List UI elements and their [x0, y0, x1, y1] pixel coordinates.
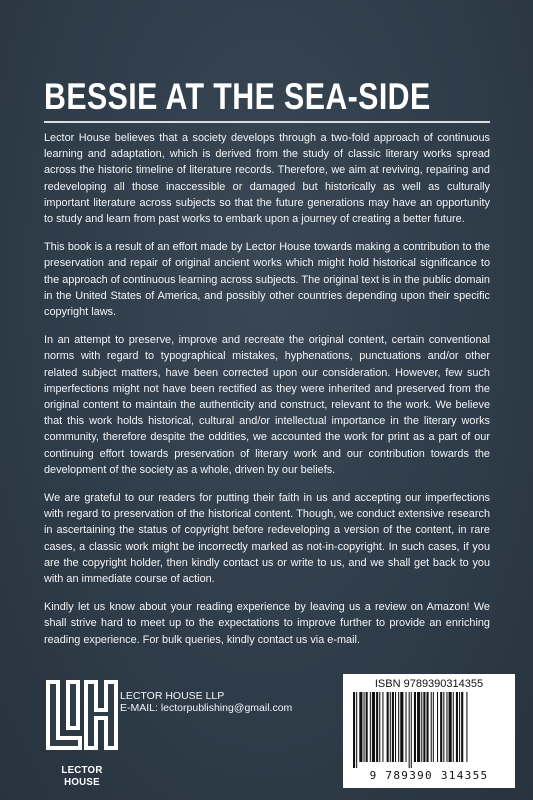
publisher-name: LECTOR HOUSE LLP: [120, 690, 225, 702]
barcode-bar: [366, 692, 368, 762]
barcode-bar: [411, 692, 412, 768]
blurb-paragraph: In an attempt to preserve, improve and recreate the original content, certain conventional norms with regard to typographical mistakes, hyphenations, punctuations and/or other related subject matters, have been corrected upon our consideration. However, few such imperfections might not have been rectified as they were inherited and preserved from the original content to maintain the authenticity and construct, relevant to the work. We believe that this work holds historical, cultural and/or intellectual importance in the literary works community, therefore despite the oddities, we accounted the work for print as a part of our continuing effort towards preservation of literary work and our contribution towards the development of the society as a whole, driven by our beliefs.: [44, 334, 490, 476]
barcode-bar: [443, 692, 444, 762]
barcode-bar: [446, 692, 447, 762]
barcode-bar: [421, 692, 422, 762]
publisher-info: [120, 690, 292, 714]
barcode-bar: [382, 692, 383, 762]
barcode-bar: [395, 692, 396, 762]
publisher-email: E-MAIL: lectorpublishing@gmail.com: [120, 702, 293, 714]
barcode-icon: [351, 692, 507, 768]
barcode-bar: [449, 692, 452, 762]
lh-monogram-icon: [44, 672, 120, 762]
barcode-bar: [392, 692, 394, 762]
barcode-bar: [433, 692, 434, 762]
barcode-bar: [409, 692, 410, 768]
barcode-bar: [406, 692, 407, 762]
barcode-bar: [453, 692, 454, 762]
logo-label: LECTOR HOUSE: [61, 764, 103, 788]
barcode-bar: [427, 692, 429, 762]
barcode-bar: [353, 692, 355, 768]
isbn-label: ISBN 9789390314355: [374, 678, 484, 690]
blurb-paragraph: Lector House believes that a society develops through a two-fold approach of continuous learning and adaptation, which is derived from the study of classic literary works spread across the historic timeline of literature records. Therefore, we aim at reviving, repairing and redeveloping all those inaccessible or damaged but historically as well as culturally important literature across subjects so that the future generations may have an opportunity to study and learn from past works to embark upon a journey of creating a better future.: [44, 132, 490, 226]
barcode-bar: [423, 692, 425, 762]
blurb-paragraph: Kindly let us know about your reading experience by leaving us a review on Amazon! We shall strive hard to meet up to the expectations to improve further to provide an enriching reading experience. For bulk queries, kindly contact us via e-mail.: [44, 601, 490, 646]
barcode-digits: 9 789390 314355: [369, 769, 489, 782]
barcode-bar: [400, 692, 403, 762]
barcode-bar: [390, 692, 391, 762]
barcode-bar: [466, 692, 467, 762]
barcode-bar: [379, 692, 380, 762]
barcode-bar: [440, 692, 442, 762]
title-underline: [44, 121, 490, 123]
barcode-bar: [431, 692, 432, 762]
barcode-bar: [370, 692, 371, 762]
blurb-paragraph: We are grateful to our readers for putting their faith in us and accepting our imperfections with regard to preservation of the historical content. Though, we conduct extensive research in ascertaining the status of copyright before redeveloping a version of the content, in rare cases, a classic work might be incorrectly marked as not-in-copyright. In such cases, if you are the copyright holder, then kindly contact us or write to us, and we shall get back to you with an immediate course of action.: [44, 492, 490, 586]
barcode-bar: [372, 692, 375, 762]
barcode-bar: [376, 692, 378, 762]
isbn-barcode: [343, 674, 515, 788]
barcode-bar: [364, 692, 365, 762]
lector-house-logo: [44, 672, 120, 788]
barcode-bar: [459, 692, 460, 762]
barcode-bar: [417, 692, 420, 762]
barcode-bar: [414, 692, 416, 762]
barcode-bar: [356, 692, 357, 768]
barcode-bar: [461, 692, 463, 762]
barcode-bar: [456, 692, 458, 762]
publisher-block: [44, 672, 344, 792]
blurb-paragraph: This book is a result of an effort made by Lector House towards making a contribution to the preservation and repair of original ancient works which might hold historical significance to the approach of continuous learning across subjects. The original text is in the public domain in the United States of America, and possibly other countries depending upon their specific copyright laws.: [44, 241, 490, 319]
book-title: BESSIE AT THE SEA-SIDE: [44, 76, 431, 117]
barcode-bar: [387, 692, 389, 762]
blurb-text: [44, 130, 490, 648]
barcode-bar: [398, 692, 399, 762]
barcode-bar: [359, 692, 362, 762]
barcode-bar: [437, 692, 438, 762]
